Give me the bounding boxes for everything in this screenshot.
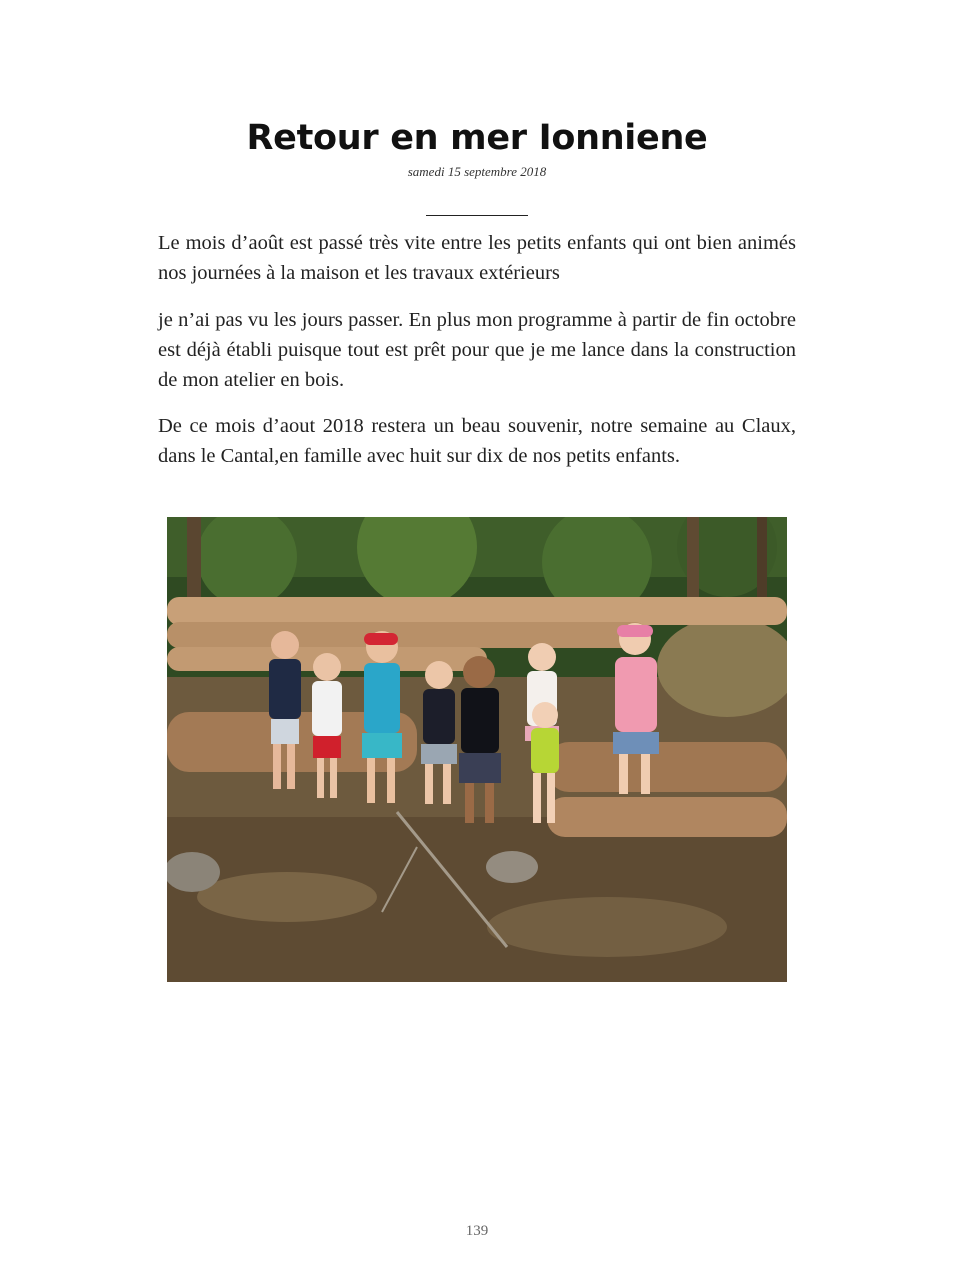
page-title: Retour en mer Ionniene <box>246 118 708 158</box>
family-photo <box>167 517 787 982</box>
post-date: samedi 15 septembre 2018 <box>407 164 547 179</box>
paragraph-2: je n’ai pas vu les jours passer. En plus mon programme à partir de fin octobre est déjà établi puisque tout est prêt pour que je me lance dans la construction de mon atelier en bois. <box>158 309 796 391</box>
paragraph-3: De ce mois d’aout 2018 restera un beau souvenir, notre semaine au Claux, dans le Cantal,en famille avec huit sur dix de nos petits enfants. <box>158 415 796 467</box>
paragraph-1: Le mois d’août est passé très vite entre les petits enfants qui ont bien animés nos journées à la maison et les travaux extérieurs <box>158 232 796 284</box>
title-divider <box>426 215 528 216</box>
page-number: 139 <box>465 1223 489 1239</box>
